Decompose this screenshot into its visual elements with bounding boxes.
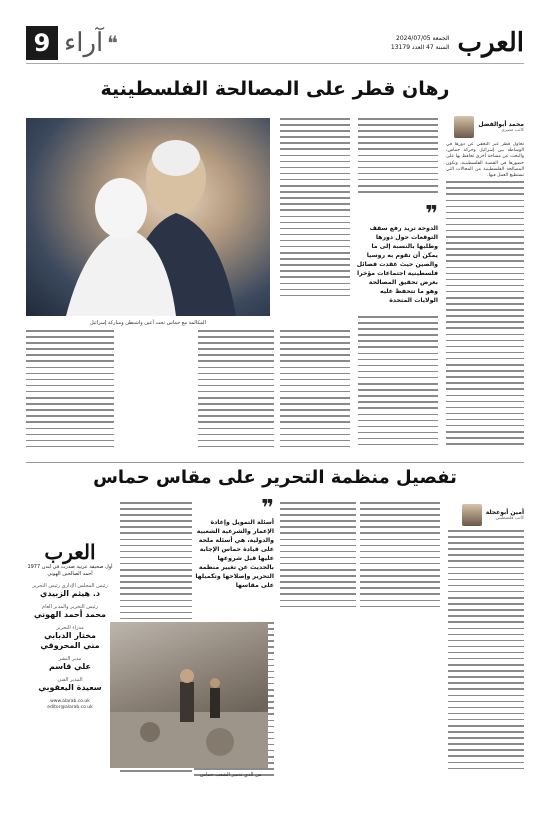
masthead-brand (391, 28, 524, 58)
article2-column-1 (448, 530, 524, 790)
article1-column-2-bottom (358, 316, 438, 462)
article2-photo (110, 622, 268, 768)
page-number: 9 (26, 26, 58, 60)
art-director-name: سعيدة اليعقوبي (38, 683, 102, 692)
email-link[interactable]: editor@alarab.co.uk (47, 705, 93, 710)
article1-pull-quote (356, 202, 438, 305)
ceo-name: محمد أحمد الهوني (34, 610, 106, 619)
issue-number: السنة 47 العدد 13179 (390, 43, 450, 51)
editor-1: مختار الدبابي (44, 631, 96, 640)
quote-icon: ❞ (425, 202, 438, 227)
article2-column-2 (360, 502, 440, 618)
article1-photo (26, 118, 270, 316)
tagline: أول صحيفة عربية صدرت في لندن 1977 (27, 564, 113, 570)
article1-headline: رهان قطر على المصالحة الفلسطينية (100, 78, 450, 100)
sidebar-logo: العرب (44, 540, 96, 564)
author-role: كاتب مصري (501, 128, 524, 133)
pull-quote-text: الدوحة تريد رفع سقف التوقعات حول دورها وطلبها بالنسبة إلى ما يمكن أن تقوم به روسيا والصين حيث عقدت فصائل فلسطينية اجتماعات مؤخرا بغرض تحقيق المصالحة وهو ما تتحفظ عليه الولايات المتحدة (356, 225, 438, 304)
issue-date: الجمعة 2024/07/05 (396, 34, 450, 42)
newspaper-logo: العرب (457, 27, 524, 58)
chairman-title: رئيس المجلس الإداري رئيس التحرير (32, 583, 108, 589)
author-name: محمد أبوالفضل (478, 121, 524, 128)
article1-author (454, 116, 524, 138)
text-lines (446, 181, 524, 445)
chairman-name: د. هيثم الزبيدي (39, 589, 100, 598)
article1-column-2-top (358, 118, 438, 202)
article2-headline: تفصيل منظمة التحرير على مقاس حماس (93, 467, 457, 488)
section-header (26, 26, 118, 60)
article2-author (462, 504, 524, 526)
director-title: مدير النشر (58, 656, 82, 662)
quote-icon: ❞ (261, 496, 274, 521)
publisher-box (26, 540, 114, 710)
author-photo (454, 116, 474, 138)
article1-column-5 (26, 330, 114, 460)
article1-column-4 (198, 330, 274, 460)
director-name: علي قاسم (49, 662, 91, 671)
article2-pull-quote (194, 496, 274, 590)
article1-column-1 (446, 142, 524, 460)
issue-info (391, 34, 450, 52)
section-name: آراء (64, 27, 104, 58)
article2-photo-caption: من الذي تدمير الشعب حماس (200, 772, 262, 778)
author-name: أمين أبوعجلة (485, 509, 524, 516)
art-director-title: المدير الفني (57, 677, 83, 683)
article2-column-3 (280, 502, 356, 618)
editors-title: مدراء التحرير (56, 625, 84, 631)
masthead (26, 22, 524, 64)
section-divider (26, 462, 524, 463)
article1-photo-caption: المكالمة مع حماس تحت أعين واشنطن ومباركة إسرائيل (90, 320, 206, 326)
photo-illustration (26, 118, 270, 316)
article1-column-3-top (280, 118, 350, 316)
editor-2: مني المحروقي (40, 641, 100, 650)
ceo-title: رئيس التحرير والمدير العام (42, 604, 98, 610)
website-link[interactable]: www.alarab.co.uk (50, 699, 90, 704)
photo-illustration (110, 622, 268, 768)
article1-lead: تحاول قطر عبر التخفي عن دورها في الوساطة بين إسرائيل وحركة حماس، والبحث عن مساحة أخرى تحافظ بها على حضورها في القضية الفلسطينية، وتكون المصالحة الفلسطينية من المجالات التي تستطيع العمل فيها. (446, 142, 524, 179)
founder: أحمد الصالحين الهوني (47, 571, 93, 577)
pull-quote-text: أسئلة التمويل وإعادة الإعمار والشرعية الشعبية والدولية، هي أسئلة ملحة على قيادة حماس الإجابة عليها قبل شروعها بالحديث عن تغيير منظمة التحرير وإصلاحها وتكميلها على مقاسها (195, 519, 274, 589)
author-role: كاتب فلسطيني (495, 516, 524, 521)
article1-column-3-bottom (280, 330, 350, 460)
quote-icon: ❝ (107, 30, 118, 55)
author-photo (462, 504, 482, 526)
